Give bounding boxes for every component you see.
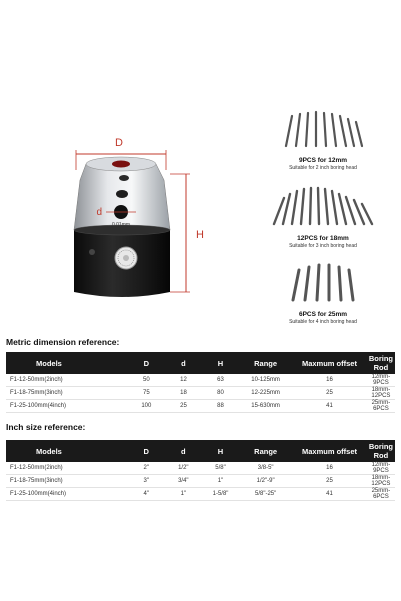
- table-cell: 25: [292, 475, 367, 488]
- column-header: Range: [239, 440, 292, 462]
- boring-bar-set-icon: [283, 262, 363, 304]
- column-header: Maxmum offset: [292, 440, 367, 462]
- table-cell: 41: [292, 400, 367, 413]
- table-cell: 1/2"-9": [239, 475, 292, 488]
- column-header: d: [165, 352, 202, 374]
- table-cell: F1-25-100mm(4inch): [6, 400, 128, 413]
- label-H: H: [196, 229, 204, 241]
- table-cell: 25: [292, 387, 367, 400]
- table-header-row: [6, 440, 395, 462]
- table-cell: 75: [128, 387, 165, 400]
- column-header: Range: [239, 352, 292, 374]
- column-header: Models: [6, 352, 128, 374]
- table-cell: 3/4": [165, 475, 202, 488]
- table-cell: 12mm-9PCS: [367, 374, 395, 387]
- column-header: D: [128, 352, 165, 374]
- table-row: [6, 387, 395, 400]
- table-cell: 18mm-12PCS: [367, 387, 395, 400]
- table-cell: 1-5/8": [202, 488, 239, 501]
- label-D: D: [115, 137, 123, 149]
- table-cell: 100: [128, 400, 165, 413]
- tool-set-title: 12PCS for 18mm: [297, 235, 349, 242]
- table-cell: F1-18-75mm(3inch): [6, 387, 128, 400]
- table-cell: 12-225mm: [239, 387, 292, 400]
- tool-set-12mm: [258, 110, 388, 171]
- tool-set-title: 6PCS for 25mm: [298, 311, 348, 318]
- table-cell: 5/8"-25": [239, 488, 292, 501]
- table-cell: 3/8-5": [239, 462, 292, 475]
- table-cell: 18mm-12PCS: [367, 475, 395, 488]
- table-cell: 1": [165, 488, 202, 501]
- column-header: Boring Rod: [368, 354, 393, 372]
- table-cell: 1/2": [165, 462, 202, 475]
- table-cell: 3": [128, 475, 165, 488]
- table-cell: F1-18-75mm(3inch): [6, 475, 128, 488]
- inch-size-table: [6, 440, 395, 501]
- table-cell: 5/8": [202, 462, 239, 475]
- inch-section-title: Inch size reference:: [6, 422, 86, 432]
- tool-set-subtitle: Suitable for 3 inch boring head: [289, 243, 357, 249]
- table-row: [6, 488, 395, 501]
- table-cell: 25mm-6PCS: [367, 488, 395, 501]
- table-cell: 16: [292, 374, 367, 387]
- tool-set-title: 9PCS for 12mm: [298, 157, 348, 164]
- table-cell: 15-630mm: [239, 400, 292, 413]
- table-header-row: [6, 352, 395, 374]
- table-cell: 88: [202, 400, 239, 413]
- tool-set-subtitle: Suitable for 4 inch boring head: [289, 319, 357, 325]
- table-cell: 2": [128, 462, 165, 475]
- table-row: [6, 475, 395, 488]
- column-header: Boring Rod: [368, 442, 393, 460]
- table-cell: F1-12-50mm(2inch): [6, 374, 128, 387]
- column-header: Maxmum offset: [292, 352, 367, 374]
- tool-set-18mm: [258, 186, 388, 249]
- table-cell: 41: [292, 488, 367, 501]
- table-cell: 4": [128, 488, 165, 501]
- table-cell: 63: [202, 374, 239, 387]
- table-cell: 10-125mm: [239, 374, 292, 387]
- column-header: H: [202, 440, 239, 462]
- column-header: D: [128, 440, 165, 462]
- table-cell: 18: [165, 387, 202, 400]
- table-cell: 16: [292, 462, 367, 475]
- column-header: d: [165, 440, 202, 462]
- table-cell: 80: [202, 387, 239, 400]
- table-cell: F1-25-100mm(4inch): [6, 488, 128, 501]
- table-cell: 25: [165, 400, 202, 413]
- table-row: [6, 400, 395, 413]
- table-cell: 1": [202, 475, 239, 488]
- column-header: Models: [6, 440, 128, 462]
- tool-set-25mm: [258, 262, 388, 325]
- table-cell: 12mm-9PCS: [367, 462, 395, 475]
- boring-head-image: [30, 70, 220, 320]
- table-cell: 12: [165, 374, 202, 387]
- table-cell: F1-12-50mm(2inch): [6, 462, 128, 475]
- table-row: [6, 462, 395, 475]
- metric-dimension-table: [6, 352, 395, 413]
- boring-bar-set-icon: [268, 186, 378, 228]
- table-cell: 50: [128, 374, 165, 387]
- boring-bar-set-icon: [278, 110, 368, 150]
- metric-section-title: Metric dimension reference:: [6, 337, 120, 347]
- column-header: H: [202, 352, 239, 374]
- table-row: [6, 374, 395, 387]
- boring-head-drawing: [30, 70, 220, 320]
- label-d: d: [96, 207, 102, 218]
- table-cell: 25mm-6PCS: [367, 400, 395, 413]
- tool-set-subtitle: Suitable for 2 inch boring head: [289, 165, 357, 171]
